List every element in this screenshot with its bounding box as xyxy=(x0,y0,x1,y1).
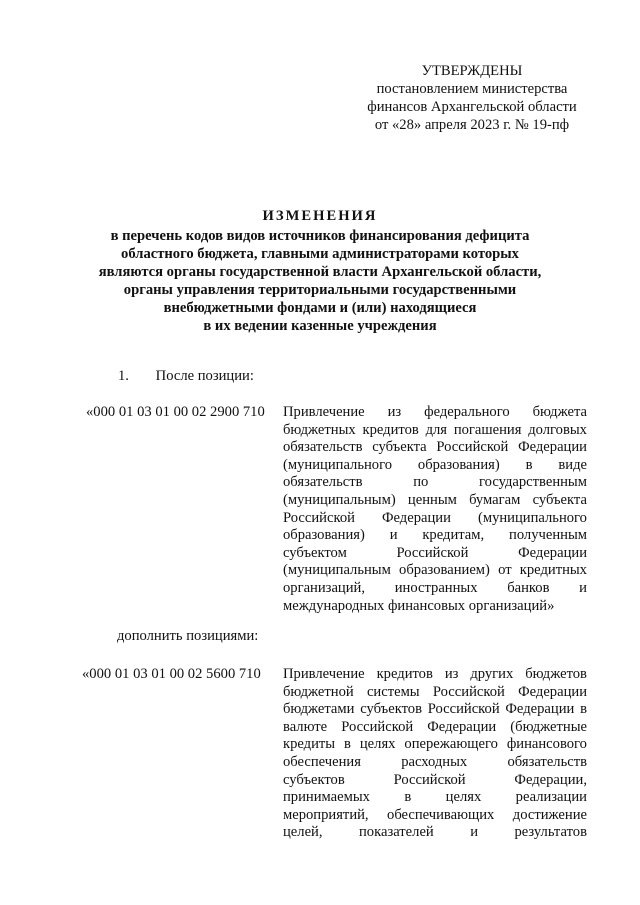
description-line: (муниципального образования) в виде xyxy=(283,456,587,473)
entry-2-description xyxy=(283,666,587,842)
description-line: бюджетной системы Российской Федерации xyxy=(283,683,587,700)
item-number: 1. xyxy=(118,368,129,384)
approval-line: постановлением министерства xyxy=(376,81,568,97)
description-line: образования) и кредитам, полученным xyxy=(283,527,587,544)
heading-line: органы управления территориальными государственными xyxy=(123,282,517,298)
entry-1-code: «000 01 03 01 00 02 2900 710 xyxy=(86,404,265,420)
description-line: валюте Российской Федерации (бюджетные xyxy=(283,718,587,735)
heading-line: являются органы государственной власти Архангельской области, xyxy=(98,264,542,280)
description-line: кредиты в целях опережающего финансового xyxy=(283,736,587,753)
description-line: Привлечение кредитов из других бюджетов xyxy=(283,666,587,682)
description-line: (муниципальным) ценным бумагам субъекта xyxy=(283,491,587,508)
description-line: организаций, иностранных банков и xyxy=(283,579,587,596)
description-line: Российской Федерации (муниципального xyxy=(283,509,587,526)
heading-line: в их ведении казенные учреждения xyxy=(203,318,437,334)
description-line: обязательств субъекта Российской Федерации xyxy=(283,439,587,456)
document-heading xyxy=(80,207,560,335)
description-line: мероприятий, обеспечивающих достижение xyxy=(283,806,587,823)
supplement-text: дополнить позициями: xyxy=(117,628,259,644)
heading-line: внебюджетными фондами и (или) находящиеся xyxy=(163,300,477,316)
description-line: субъектов Российской Федерации, xyxy=(283,771,587,788)
approval-title: УТВЕРЖДЕНЫ xyxy=(421,63,523,79)
description-line: обязательств по государственным xyxy=(283,474,587,491)
description-line: субъектом Российской Федерации xyxy=(283,544,587,561)
description-line: Привлечение из федерального бюджета xyxy=(283,404,587,420)
heading-line: областного бюджета, главными администраторами которых xyxy=(121,246,519,262)
description-line: бюджетами субъектов Российской Федерации в xyxy=(283,701,587,718)
approval-block xyxy=(352,62,592,134)
item-1 xyxy=(118,367,254,385)
description-line: целей, показателей и результатов xyxy=(283,824,587,841)
description-line: международных финансовых организаций» xyxy=(283,597,555,614)
description-line: принимаемых в целях реализации xyxy=(283,789,587,806)
document-title: ИЗМЕНЕНИЯ xyxy=(262,208,378,224)
description-line: обеспечения расходных обязательств xyxy=(283,753,587,770)
entry-1-description xyxy=(283,404,587,615)
description-line: (муниципальным образованием) от кредитных xyxy=(283,562,587,579)
description-line: бюджетных кредитов для погашения долговых xyxy=(283,421,587,438)
item-text: После позиции: xyxy=(155,368,254,384)
heading-line: в перечень кодов видов источников финансирования дефицита xyxy=(110,228,530,244)
approval-line: от «28» апреля 2023 г. № 19-пф xyxy=(374,117,570,133)
entry-2-code: «000 01 03 01 00 02 5600 710 xyxy=(82,666,261,682)
approval-line: финансов Архангельской области xyxy=(367,99,577,115)
